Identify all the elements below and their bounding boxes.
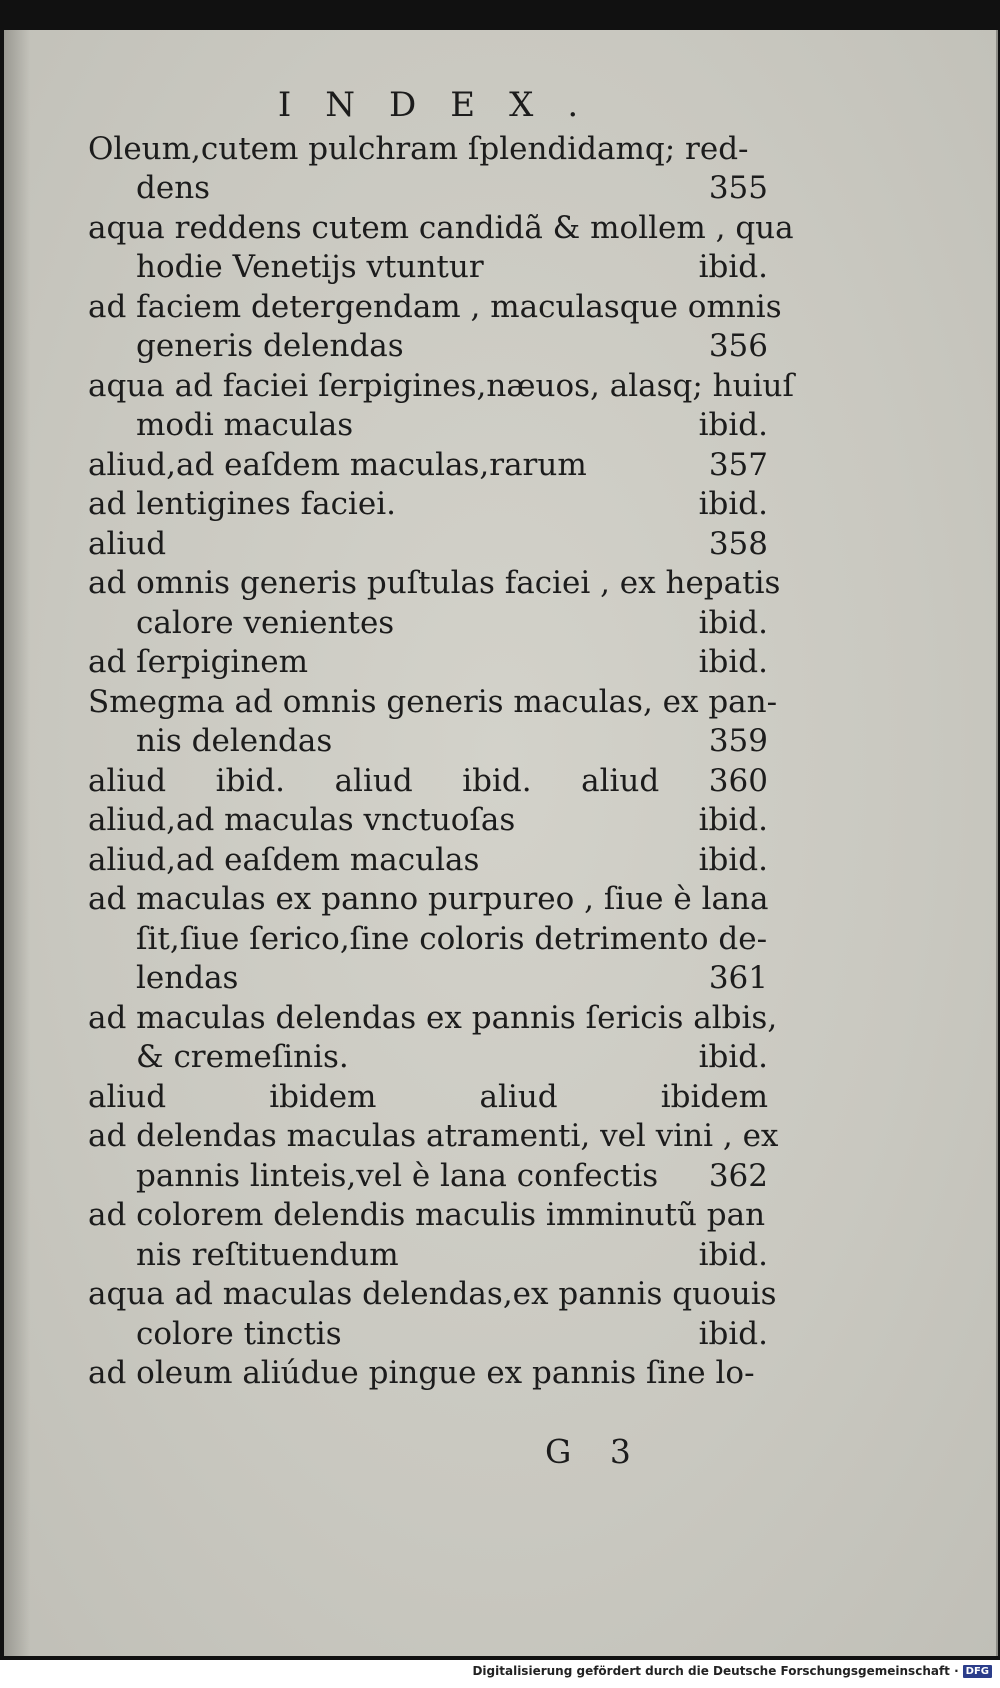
- index-entry: [88, 801, 768, 841]
- signature-mark: G 3: [545, 1432, 645, 1471]
- index-entry: [88, 327, 768, 367]
- entry-text: hodie Venetijs vtuntur: [136, 249, 484, 285]
- page-header: INDEX.: [277, 85, 613, 125]
- digitization-credit: [472, 1664, 992, 1678]
- entry-text: aliud,ad maculas vnctuoſas: [88, 802, 516, 838]
- index-entry: [88, 1275, 777, 1315]
- entry-page-ref: ibid.: [698, 1315, 768, 1352]
- entry-text: nis delendas: [136, 723, 333, 759]
- entry-fragment: aliud: [581, 762, 660, 799]
- entry-text: ad maculas ex panno purpureo , ſiue è lana: [88, 881, 769, 917]
- entry-fragment: ibid.: [215, 762, 286, 799]
- index-entry: [88, 643, 768, 683]
- entry-text: modi maculas: [136, 407, 354, 443]
- index-entry: [88, 999, 778, 1039]
- entry-text: aqua ad maculas delendas,ex pannis quouis: [88, 1276, 777, 1312]
- index-entry: [88, 683, 778, 723]
- entry-page-ref: 357: [708, 446, 768, 483]
- entry-page-ref: ibid.: [698, 841, 768, 878]
- entry-fragment: ibid.: [462, 762, 532, 799]
- index-entry: [88, 959, 768, 999]
- index-entries: [88, 801, 778, 1078]
- entry-text: aqua ad faciei ſerpigines,næuos, alasq; huiuſ: [88, 367, 794, 404]
- entry-text: aliud: [88, 525, 167, 562]
- entry-text: ſit,ſiue ſerico,ſine coloris detrimento de-: [136, 920, 768, 957]
- entry-page-ref: ibid.: [698, 407, 768, 443]
- entry-page-ref: ibid.: [698, 249, 768, 285]
- entry-text: ad faciem detergendam , maculasque omnis: [88, 288, 782, 325]
- entry-text: dens: [136, 170, 211, 206]
- entry-text: & cremeſinis.: [136, 1039, 349, 1075]
- entry-text: ad omnis generis puſtulas faciei , ex hepatis: [88, 565, 781, 601]
- index-entry: [88, 446, 768, 486]
- entry-page-ref: 359: [708, 723, 768, 759]
- page-gutter-shadow: [4, 30, 30, 1656]
- index-entry: [88, 722, 768, 762]
- entry-text: aqua reddens cutem candidã & mollem , qua: [88, 209, 794, 246]
- index-entries: [88, 130, 794, 762]
- entry-text: ad colorem delendis maculis imminutũ pan: [88, 1197, 766, 1233]
- index-entries: [88, 1117, 779, 1394]
- index-entry: [88, 1354, 768, 1394]
- index-entry: [88, 564, 781, 604]
- index-entry: [88, 248, 768, 288]
- index-entry: [88, 1236, 768, 1276]
- entry-page-ref: 361: [708, 960, 768, 996]
- index-entry: [88, 209, 794, 249]
- entry-text: nis reſtituendum: [136, 1236, 399, 1273]
- entry-fragment: aliud: [88, 1078, 167, 1115]
- entry-page-ref: 362: [708, 1157, 768, 1194]
- entry-text: ad maculas delendas ex pannis ſericis albis,: [88, 999, 778, 1036]
- index-entry-multi: [88, 1078, 768, 1118]
- entry-page-ref: ibid.: [698, 604, 768, 641]
- credit-text: Digitalisierung gefördert durch die Deutsche Forschungsgemeinschaft ·: [472, 1664, 959, 1678]
- index-entry: [88, 1117, 779, 1157]
- index-entry: [88, 920, 768, 960]
- entry-page-ref: ibid.: [698, 644, 768, 680]
- index-entry-multi: [88, 762, 768, 802]
- entry-text: pannis linteis,vel è lana confectis: [136, 1157, 659, 1194]
- index-entry: [88, 1315, 768, 1355]
- index-entry: [88, 841, 768, 881]
- index-entry: [88, 367, 794, 407]
- index-entry: [88, 604, 768, 644]
- index-entry: [88, 1196, 768, 1236]
- entry-text: aliud,ad eaſdem maculas,rarum: [88, 446, 587, 483]
- entry-fragment: aliud: [88, 762, 167, 799]
- dfg-logo: DFG: [963, 1665, 992, 1678]
- entry-text: colore tinctis: [136, 1315, 342, 1352]
- entry-page-ref: ibid.: [698, 1236, 768, 1273]
- entry-text: lendas: [136, 960, 239, 996]
- index-entry: [88, 288, 782, 328]
- entry-page-ref: ibid.: [698, 1039, 768, 1075]
- entry-text: Smegma ad omnis generis maculas, ex pan-: [88, 683, 778, 720]
- entry-text: ad lentigines faciei.: [88, 486, 396, 522]
- entry-fragment: ibidem: [269, 1078, 377, 1115]
- index-text-block: [88, 85, 794, 1394]
- entry-text: ad ſerpiginem: [88, 644, 309, 680]
- entry-text: Oleum,cutem pulchram ſplendidamq; red-: [88, 130, 749, 167]
- index-entry: [88, 880, 768, 920]
- index-entry: [88, 169, 768, 209]
- entry-page-ref: 358: [708, 525, 768, 562]
- entry-text: ad delendas maculas atramenti, vel vini , ex: [88, 1118, 779, 1154]
- entry-text: ad oleum aliúdue pingue ex pannis ſine lo-: [88, 1355, 755, 1391]
- index-entry: [88, 485, 768, 525]
- entry-text: aliud,ad eaſdem maculas: [88, 841, 480, 878]
- index-entry: [88, 406, 768, 446]
- index-entry: [88, 130, 768, 170]
- entry-page-ref: ibid.: [698, 802, 768, 838]
- entry-fragment: ibidem: [660, 1078, 768, 1115]
- entry-fragment: aliud: [479, 1078, 558, 1115]
- index-entry: [88, 525, 768, 565]
- entry-page-ref: ibid.: [698, 486, 768, 522]
- entry-page-ref: 356: [708, 328, 768, 364]
- entry-text: generis delendas: [136, 328, 404, 364]
- entry-page-ref: 355: [708, 170, 768, 206]
- entry-fragment: 360: [708, 762, 768, 799]
- entry-text: calore venientes: [136, 604, 395, 641]
- entry-fragment: aliud: [334, 762, 413, 799]
- index-entry: [88, 1157, 768, 1197]
- index-entry: [88, 1038, 768, 1078]
